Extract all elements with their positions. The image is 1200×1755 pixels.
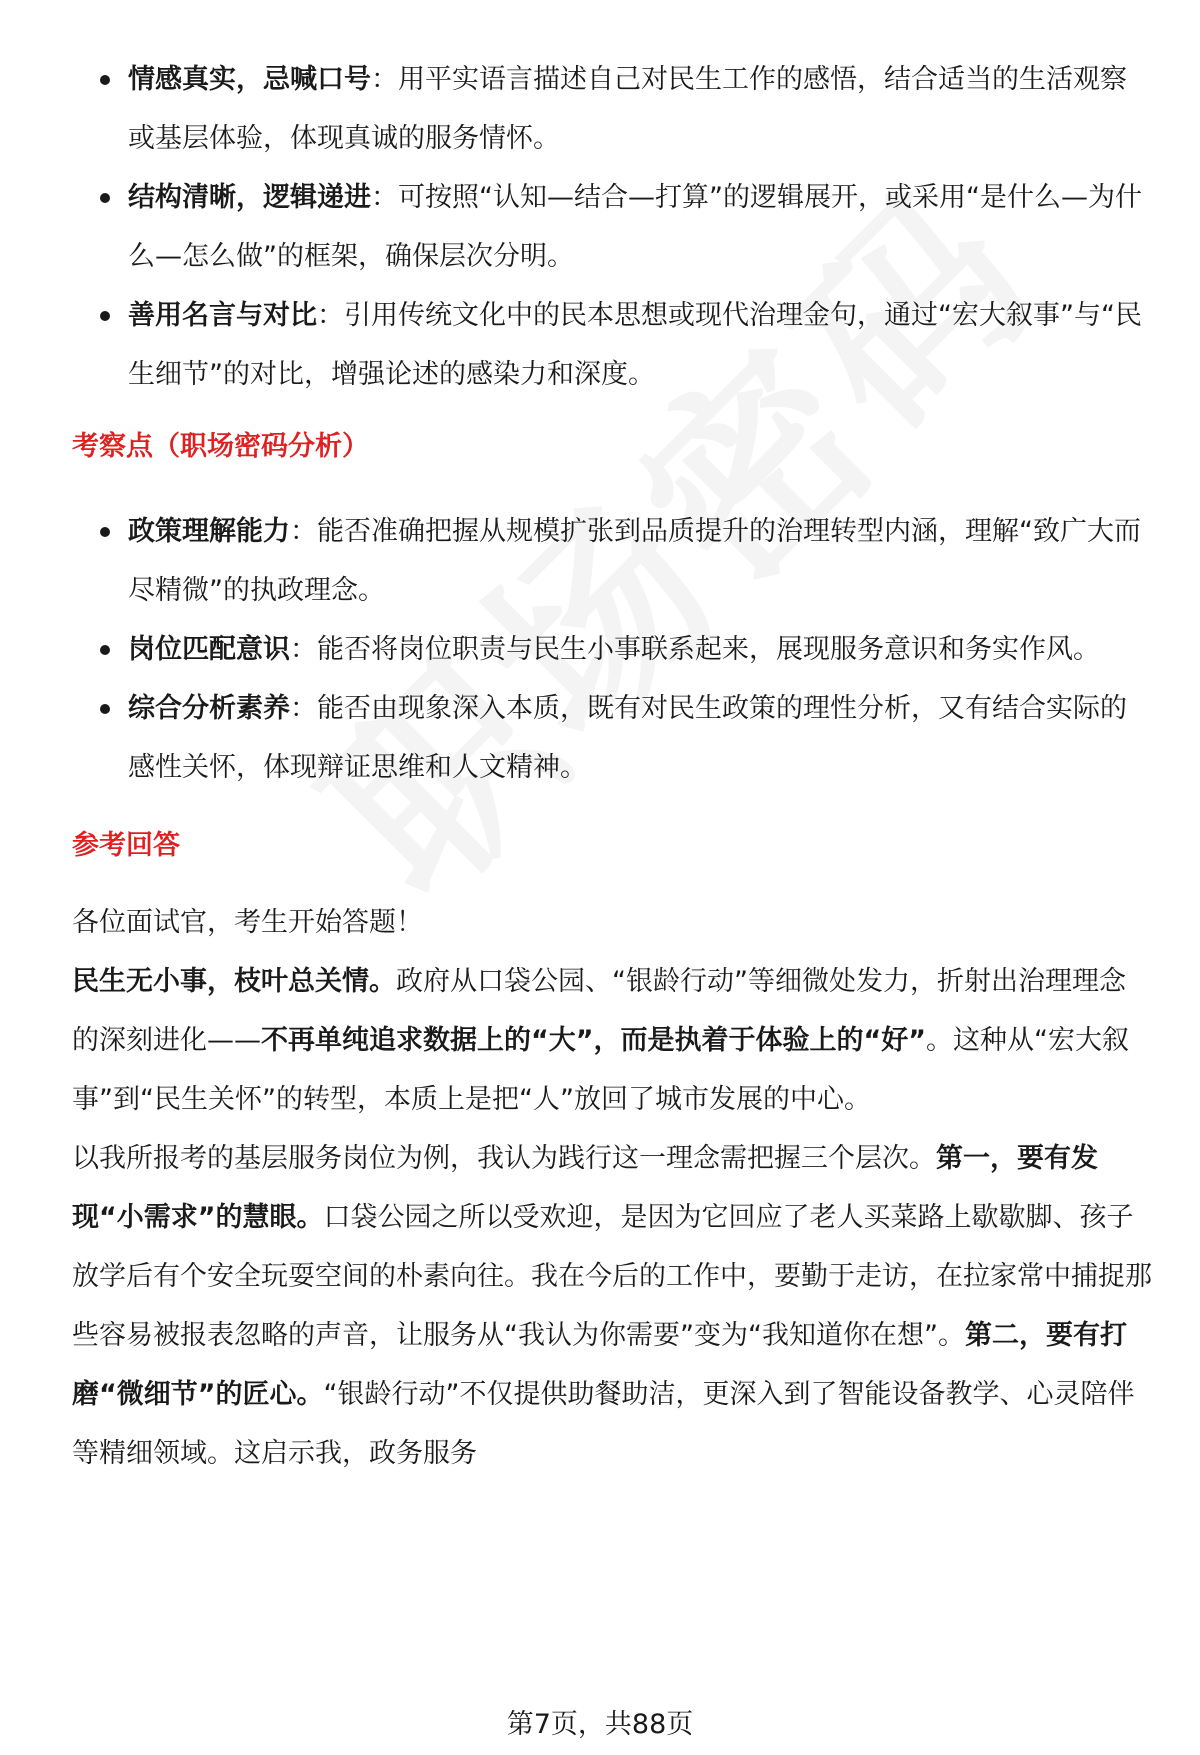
bullet-title: 善用名言与对比 <box>128 300 317 331</box>
bullet-text: 能否由现象深入本质，既有对民生政策的理性分析，又有结合实际的感性关怀，体现辩证思维和人文精神。 <box>128 693 1127 783</box>
emphasis-text: 第一，要有发现“小需求”的慧眼。 <box>72 1143 1098 1233</box>
tips-list <box>72 50 1152 404</box>
body-text: “银龄行动”不仅提供助餐助洁，更深入到了智能设备教学、心灵陪伴等精细领域。这启示我，政务服务 <box>72 1379 1135 1469</box>
body-text: 政府从口袋公园、“银龄行动”等细微处发力，折射出治理理念的深刻进化—— <box>72 966 1126 1056</box>
answer-opening: 各位面试官，考生开始答题！ <box>72 907 423 938</box>
bullet-text: 能否将岗位职责与民生小事联系起来，展现服务意识和务实作风。 <box>317 634 1100 665</box>
bullet-text: 引用传统文化中的民本思想或现代治理金句，通过“宏大叙事”与“民生细节”的对比，增强论述的感染力和深度。 <box>128 300 1142 390</box>
emphasis-text: 民生无小事，枝叶总关情。 <box>72 966 396 997</box>
page-number: 第7页，共88页 <box>506 1709 694 1740</box>
bullet-sep: ： <box>290 693 317 724</box>
exam-points-list <box>72 502 1152 797</box>
bullet-text: 能否准确把握从规模扩张到品质提升的治理转型内涵，理解“致广大而尽精微”的执政理念。 <box>128 516 1141 606</box>
list-item <box>72 679 1152 797</box>
section-title-reference-answer: 参考回答 <box>72 830 180 861</box>
answer-paragraph-2 <box>72 952 1152 1129</box>
bullet-text: 用平实语言描述自己对民生工作的感悟，结合适当的生活观察或基层体验，体现真诚的服务情怀。 <box>128 64 1127 154</box>
bullet-sep: ： <box>371 64 398 95</box>
emphasis-text: 第二，要有打磨“微细节”的匠心。 <box>72 1320 1127 1410</box>
list-item <box>72 620 1152 679</box>
list-item <box>72 168 1152 286</box>
bullet-title: 政策理解能力 <box>128 516 290 547</box>
bullet-sep: ： <box>290 516 317 547</box>
list-item <box>72 50 1152 168</box>
body-text: 口袋公园之所以受欢迎，是因为它回应了老人买菜路上歇歇脚、孩子放学后有个安全玩耍空间的朴素向往。我在今后的工作中，要勤于走访，在拉家常中捕捉那些容易被报表忽略的声音，让服务从“我认为你需要”变为“我知道你在想”。 <box>72 1202 1152 1351</box>
body-text: 。这种从“宏大叙事”到“民生关怀”的转型，本质上是把“人”放回了城市发展的中心。 <box>72 1025 1129 1115</box>
bullet-title: 岗位匹配意识 <box>128 634 290 665</box>
section-title-exam-points: 考察点（职场密码分析） <box>72 431 369 462</box>
emphasis-text: 不再单纯追求数据上的“大”，而是执着于体验上的“好” <box>261 1025 926 1056</box>
content-area <box>72 50 1152 1483</box>
bullet-title: 结构清晰，逻辑递进 <box>128 182 371 213</box>
bullet-sep: ： <box>371 182 398 213</box>
answer-paragraph-3 <box>72 1129 1152 1483</box>
bullet-sep: ： <box>290 634 317 665</box>
bullet-title: 综合分析素养 <box>128 693 290 724</box>
list-item <box>72 502 1152 620</box>
body-text: 以我所报考的基层服务岗位为例，我认为践行这一理念需把握三个层次。 <box>72 1143 936 1174</box>
bullet-text: 可按照“认知—结合—打算”的逻辑展开，或采用“是什么—为什么—怎么做”的框架，确保层次分明。 <box>128 182 1142 272</box>
bullet-title: 情感真实，忌喊口号 <box>128 64 371 95</box>
list-item <box>72 286 1152 404</box>
bullet-sep: ： <box>317 300 344 331</box>
